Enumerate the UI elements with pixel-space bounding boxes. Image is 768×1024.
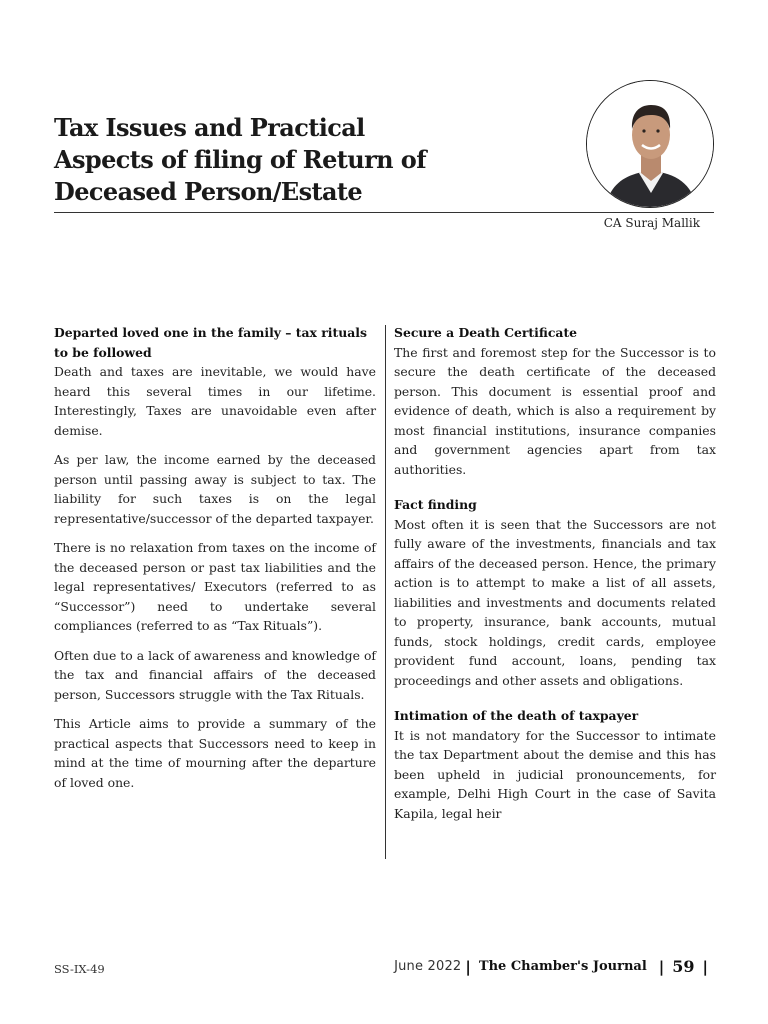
footer-code: SS-IX-49 [54,962,105,976]
paragraph: The first and foremost step for the Successor is to secure the death certificate of the deceased person. This document is essential proof and evidence of death, which is also a requirement by most financial institutions, insurance companies and government agencies apart from tax authorities. [394,344,716,477]
article-title [54,112,484,208]
separator-bar: | [465,957,471,976]
separator-bar: | [702,957,708,976]
title-line: Deceased Person/Estate [54,177,363,206]
paragraph: Most often it is seen that the Successors are not fully aware of the investments, financials and tax affairs of the deceased person. Hence, the primary action is to attempt to make a list of all assets, liabilities and investments and documents related to property, insurance, bank accounts, mutual funds, stock holdings, credit cards, employee provident fund account, loans, pending tax proceedings and other assets and obligations. [394,516,716,688]
paragraph: Often due to a lack of awareness and knowledge of the tax and financial affairs of the deceased person, Successors struggle with the Tax Rituals. [54,647,376,702]
section-heading: Intimation of the death of taxpayer [394,708,639,723]
right-column [394,323,716,833]
author-name: CA Suraj Mallik [603,216,700,230]
paragraph: Death and taxes are inevitable, we would have heard this several times in our lifetime. Interestingly, Taxes are unavoidable even after demise. [54,364,376,438]
title-line: Aspects of filing of Return of [54,145,426,174]
author-portrait [586,80,714,208]
column-divider [385,325,386,859]
issue-date: June 2022 [394,959,462,974]
footer-journal-info [394,957,712,976]
left-column [54,323,376,802]
separator-bar: | [658,957,665,976]
section-heading: Secure a Death Certificate [394,325,578,340]
paragraph: This Article aims to provide a summary of the practical aspects that Successors need to keep in mind at the time of mourning after the departure of loved one. [54,716,376,790]
section-heading: Fact finding [394,497,477,512]
section-heading: Departed loved one in the family – tax rituals to be followed [54,325,367,360]
page-number: 59 [672,957,695,976]
paragraph: As per law, the income earned by the deceased person until passing away is subject to tax. The liability for such taxes is on the legal representative/successor of the departed taxpayer. [54,452,376,526]
journal-name: The Chamber's Journal [478,959,647,974]
title-divider [54,212,714,213]
author-photo-icon [587,81,714,208]
title-line: Tax Issues and Practical [54,113,365,142]
paragraph: It is not mandatory for the Successor to intimate the tax Department about the demise and this has been upheld in judicial pronouncements, for example, Delhi High Court in the case of Savita Kapila, legal heir [394,727,716,821]
paragraph: There is no relaxation from taxes on the income of the deceased person or past tax liabilities and the legal representatives/ Executors (referred to as “Successor”) need to undertake several compliances (referred to as “Tax Rituals”). [54,540,376,633]
